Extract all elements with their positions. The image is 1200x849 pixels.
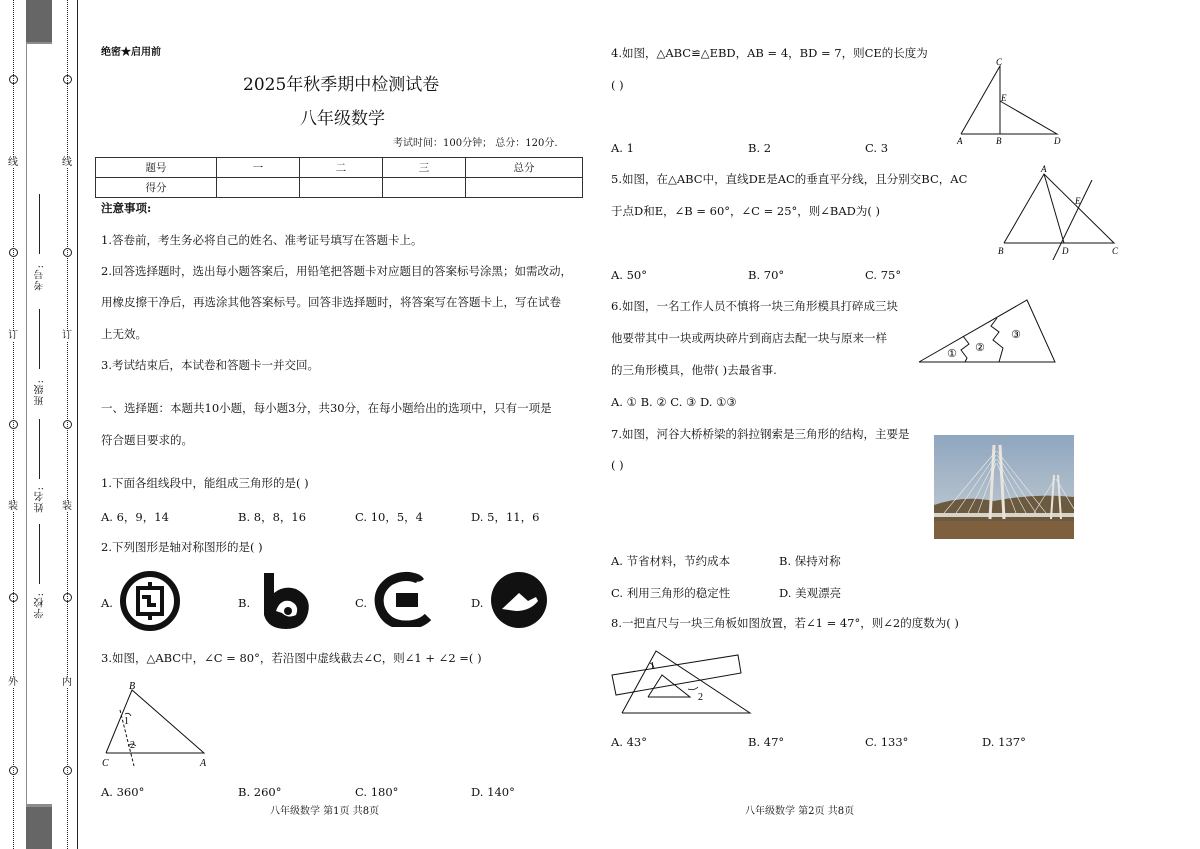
- q5-label-b: B: [998, 246, 1004, 256]
- q8-option-b[interactable]: B. 47°: [748, 735, 785, 749]
- score-head-3: 三: [383, 158, 466, 178]
- q7-option-a[interactable]: A. 节省材料，节约成本: [611, 554, 731, 568]
- strip-inner-char-inner: 内: [62, 677, 72, 688]
- exam-info: 考试时间：100分钟； 总分：120分.: [393, 138, 558, 149]
- q5-label-e: E: [1075, 196, 1081, 206]
- q4-option-a[interactable]: A. 1: [611, 141, 634, 155]
- logo-a-icon: [120, 571, 180, 631]
- binding-fields-panel: [27, 44, 52, 804]
- q3-option-d[interactable]: D. 140°: [471, 785, 515, 799]
- section1-line1: 一、选择题：本题共10小题，每小题3分，共30分，在每小题给出的选项中，只有一项是: [101, 401, 552, 415]
- q4-label-a: A: [957, 136, 963, 146]
- q5-option-b[interactable]: B. 70°: [748, 268, 785, 282]
- notes-item-1: 1.答卷前，考生务必将自己的姓名、准考证号填写在答题卡上。: [101, 233, 423, 247]
- q2-option-d[interactable]: D.: [471, 596, 484, 610]
- q4-label-b: B: [996, 136, 1002, 146]
- field-school: 学校:: [35, 592, 46, 619]
- q1-option-d[interactable]: D. 5，11，6: [471, 510, 540, 524]
- q6-label-2: ②: [975, 341, 985, 354]
- score-table: [95, 157, 583, 198]
- strip-inner-char-bind: 订: [62, 330, 72, 341]
- q3-label-c: C: [102, 758, 109, 769]
- q8-label-2: 2: [698, 692, 703, 703]
- q4-label-e: E: [1001, 93, 1007, 103]
- q7-option-c[interactable]: C. 利用三角形的稳定性: [611, 586, 731, 600]
- field-number: 考号:: [35, 264, 46, 291]
- q5-stem-1: 5.如图，在△ABC中，直线DE是AC的垂直平分线，且分别交BC，AC: [611, 172, 968, 186]
- logo-c-icon: [374, 571, 434, 627]
- q1-option-a[interactable]: A. 6，9，14: [101, 510, 169, 524]
- section1-line2: 符合题目要求的。: [101, 433, 193, 447]
- score-cell: [217, 178, 300, 198]
- notes-item-2b: 用橡皮擦干净后，再选涂其他答案标号。回答非选择题时，将答案写在答题卡上，写在试卷: [101, 295, 561, 309]
- score-cell: [466, 178, 583, 198]
- strip-inner-char-line: 线: [62, 157, 72, 168]
- q4-stem: 4.如图，△ABC≌△EBD，AB = 4，BD = 7，则CE的长度为: [611, 46, 928, 60]
- q6-label-1: ①: [947, 347, 957, 360]
- q5-stem-2: 于点D和E，∠B = 60°，∠C = 25°，则∠BAD为( ): [611, 204, 881, 218]
- exam-subject: 八年级数学: [300, 109, 385, 129]
- q1-stem: 1.下面各组线段中，能组成三角形的是( ): [101, 476, 309, 490]
- notes-heading: 注意事项:: [101, 201, 152, 215]
- footer-page-right: 八年级数学 第2页 共8页: [745, 806, 855, 817]
- q3-option-a[interactable]: A. 360°: [101, 785, 145, 799]
- q5-label-d: D: [1062, 246, 1069, 256]
- q4-option-b[interactable]: B. 2: [748, 141, 772, 155]
- logo-d-icon: [490, 571, 548, 629]
- q8-ruler-triangle-figure: [610, 645, 755, 717]
- q8-option-c[interactable]: C. 133°: [865, 735, 909, 749]
- q2-option-c[interactable]: C.: [355, 596, 368, 610]
- q7-blank: ( ): [611, 458, 624, 472]
- field-class: 班级:: [35, 379, 46, 406]
- q7-option-b[interactable]: B. 保持对称: [779, 554, 841, 568]
- strip-char-bind: 订: [8, 330, 18, 341]
- q3-label-1: 1: [124, 716, 129, 727]
- notes-item-2c: 上无效。: [101, 327, 147, 341]
- q4-label-d: D: [1054, 136, 1061, 146]
- score-cell: [300, 178, 383, 198]
- q6-line-3: 的三角形模具，他带( )去最省事.: [611, 363, 777, 377]
- q4-option-c[interactable]: C. 3: [865, 141, 889, 155]
- score-cell: [383, 178, 466, 198]
- q1-option-c[interactable]: C. 10，5，4: [355, 510, 423, 524]
- q3-stem: 3.如图，△ABC中，∠C = 80°，若沿图中虚线截去∠C，则∠1 + ∠2 =( ): [101, 651, 482, 665]
- strip-char-pack: 装: [8, 501, 18, 512]
- binding-strip-outer: [0, 0, 26, 849]
- q6-label-3: ③: [1011, 328, 1021, 341]
- q1-option-b[interactable]: B. 8，8，16: [238, 510, 307, 524]
- q2-option-a[interactable]: A.: [101, 596, 113, 610]
- q4-blank: ( ): [611, 78, 624, 92]
- bridge-photo: [934, 435, 1074, 539]
- q7-stem: 7.如图，河谷大桥桥梁的斜拉钢索是三角形的结构，主要是: [611, 427, 910, 441]
- q6-line-2: 他要带其中一块或两块碎片到商店去配一块与原来一样: [611, 331, 887, 345]
- q8-label-1: 1: [650, 661, 655, 672]
- q6-line-1: 6.如图，一名工作人员不慎将一块三角形模具打碎成三块: [611, 299, 898, 313]
- q3-option-b[interactable]: B. 260°: [238, 785, 282, 799]
- score-head-label: 题号: [96, 158, 217, 178]
- q6-broken-triangle-figure: [915, 296, 1057, 368]
- score-head-total: 总分: [466, 158, 583, 178]
- q7-option-d[interactable]: D. 美观漂亮: [779, 586, 842, 600]
- q3-label-2: 2: [130, 740, 135, 751]
- q3-label-a: A: [200, 758, 207, 769]
- q8-stem: 8.一把直尺与一块三角板如图放置，若∠1 = 47°，则∠2的度数为( ): [611, 616, 959, 630]
- q4-triangle-figure: [955, 56, 1065, 146]
- q5-option-c[interactable]: C. 75°: [865, 268, 902, 282]
- q5-label-a: A: [1041, 164, 1047, 174]
- notes-item-3: 3.考试结束后，本试卷和答题卡一并交回。: [101, 358, 319, 372]
- q5-option-a[interactable]: A. 50°: [611, 268, 647, 282]
- q5-triangle-figure: [994, 160, 1124, 260]
- q4-label-c: C: [996, 57, 1003, 67]
- q2-option-b[interactable]: B.: [238, 596, 251, 610]
- footer-page-left: 八年级数学 第1页 共8页: [270, 806, 380, 817]
- score-head-1: 一: [217, 158, 300, 178]
- strip-char-outer: 外: [8, 677, 18, 688]
- strip-char-line: 线: [8, 157, 18, 168]
- binding-strip-inner: [52, 0, 78, 849]
- q5-label-c: C: [1112, 246, 1119, 256]
- score-row-label: 得分: [96, 178, 217, 198]
- q8-option-d[interactable]: D. 137°: [982, 735, 1026, 749]
- strip-inner-char-pack: 装: [62, 501, 72, 512]
- q8-option-a[interactable]: A. 43°: [611, 735, 647, 749]
- secret-label: 绝密★启用前: [101, 47, 161, 58]
- score-head-2: 二: [300, 158, 383, 178]
- field-name: 姓名:: [35, 486, 46, 513]
- q6-options[interactable]: A. ① B. ② C. ③ D. ①③: [611, 395, 737, 409]
- logo-b-icon: [258, 571, 316, 631]
- q3-option-c[interactable]: C. 180°: [355, 785, 399, 799]
- exam-title: 2025年秋季期中检测试卷: [243, 75, 440, 95]
- q2-stem: 2.下列图形是轴对称图形的是( ): [101, 540, 263, 554]
- notes-item-2a: 2.回答选择题时，选出每小题答案后，用铅笔把答题卡对应题目的答案标号涂黑；如需改动，: [101, 264, 572, 278]
- q3-label-b: B: [129, 681, 136, 692]
- q3-triangle-figure: [98, 680, 213, 770]
